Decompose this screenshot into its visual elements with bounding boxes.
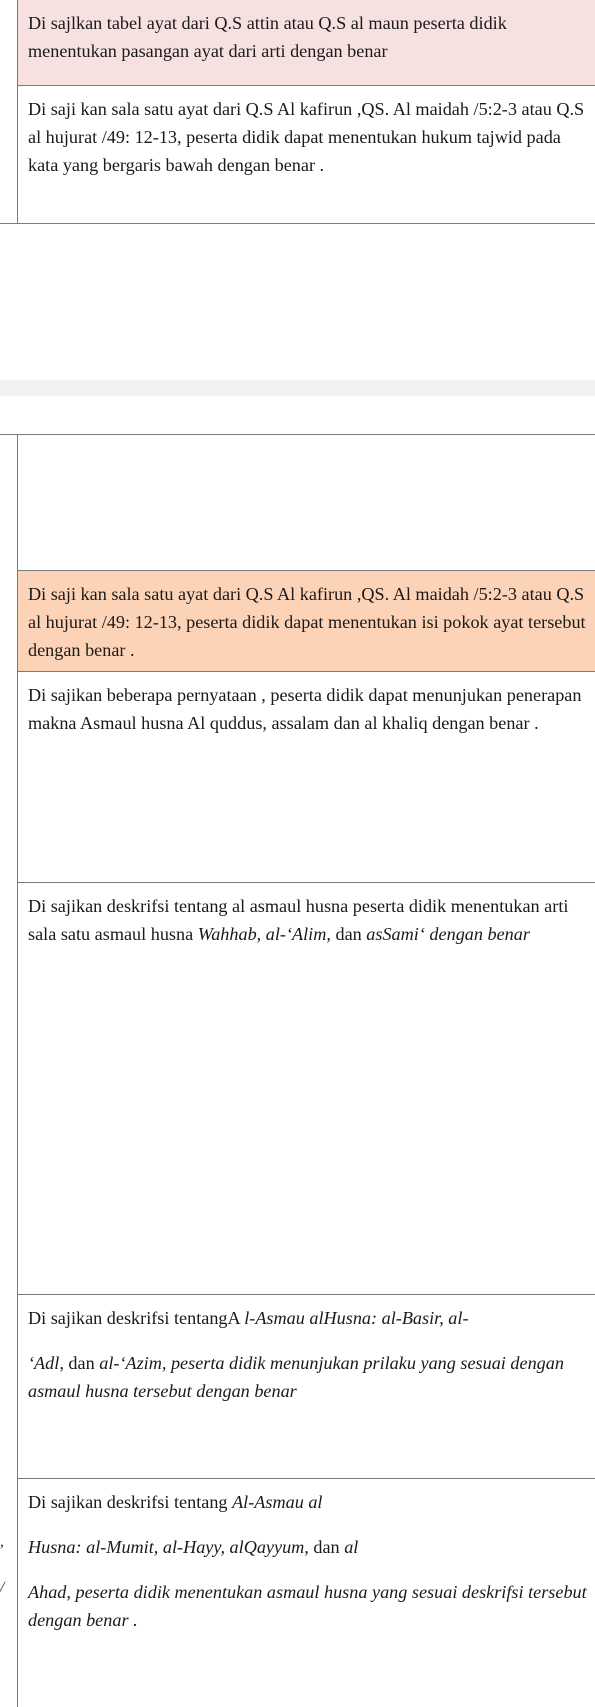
cell-text: Di sajikan beberapa pernyataan , peserta didik dapat menunjukan penerapan makna Asmaul husna Al quddus, assalam dan al khaliq dengan benar . (28, 685, 582, 733)
cell-text: Di saji kan sala satu ayat dari Q.S Al kafirun ,QS. Al maidah /5:2-3 atau Q.S al hujurat /49: 12-13, peserta didik dapat menentukan isi pokok ayat tersebut dengan benar . (28, 584, 586, 660)
cell-text: Ahad, peserta didik menentukan asmaul husna yang sesuai deskrifsi tersebut dengan benar . (28, 1582, 587, 1630)
table-cell-isi-pokok (18, 571, 595, 671)
cell-text: Di sajlkan tabel ayat dari Q.S attin atau Q.S al maun peserta didik menentukan pasangan ayat dari arti dengan benar (28, 13, 507, 61)
table-cell-penerapan-makna (18, 672, 595, 882)
left-edge-mark: , (0, 1533, 4, 1550)
table-cell-arti-asmaul-husna (18, 883, 595, 1294)
page-break (0, 380, 595, 396)
table-cell-empty (18, 435, 595, 570)
table-bottom-border (0, 223, 595, 224)
table-cell-prilaku-asmaul-husna (18, 1295, 595, 1478)
cell-text: ‘Adl, dan al-‘Azim, peserta didik menunjukan prilaku yang sesuai dengan asmaul husna tersebut dengan benar (28, 1353, 564, 1401)
table-cell-hukum-tajwid (18, 86, 595, 223)
cell-text: Di sajikan deskrifsi tentang al asmaul husna peserta didik menentukan arti sala satu asmaul husna Wahhab, al-‘Alim, dan asSami‘ dengan benar (28, 896, 569, 944)
left-edge-mark: / (0, 1579, 5, 1596)
page-fragment-top (0, 0, 595, 380)
page-fragment-bottom (0, 396, 595, 1707)
cell-text: Di sajikan deskrifsi tentangA l-Asmau alHusna: al-Basir, al- (28, 1308, 469, 1328)
table-cell-sesuai-deskrifsi (18, 1479, 595, 1707)
cell-text: Di saji kan sala satu ayat dari Q.S Al kafirun ,QS. Al maidah /5:2-3 atau Q.S al hujurat /49: 12-13, peserta didik dapat menentukan hukum tajwid pada kata yang bergaris bawah dengan benar . (28, 99, 585, 175)
table-cell-tabel-ayat (18, 0, 595, 85)
cell-text: Di sajikan deskrifsi tentang Al-Asmau al (28, 1492, 323, 1512)
cell-text: Husna: al-Mumit, al-Hayy, alQayyum, dan al (28, 1537, 359, 1557)
